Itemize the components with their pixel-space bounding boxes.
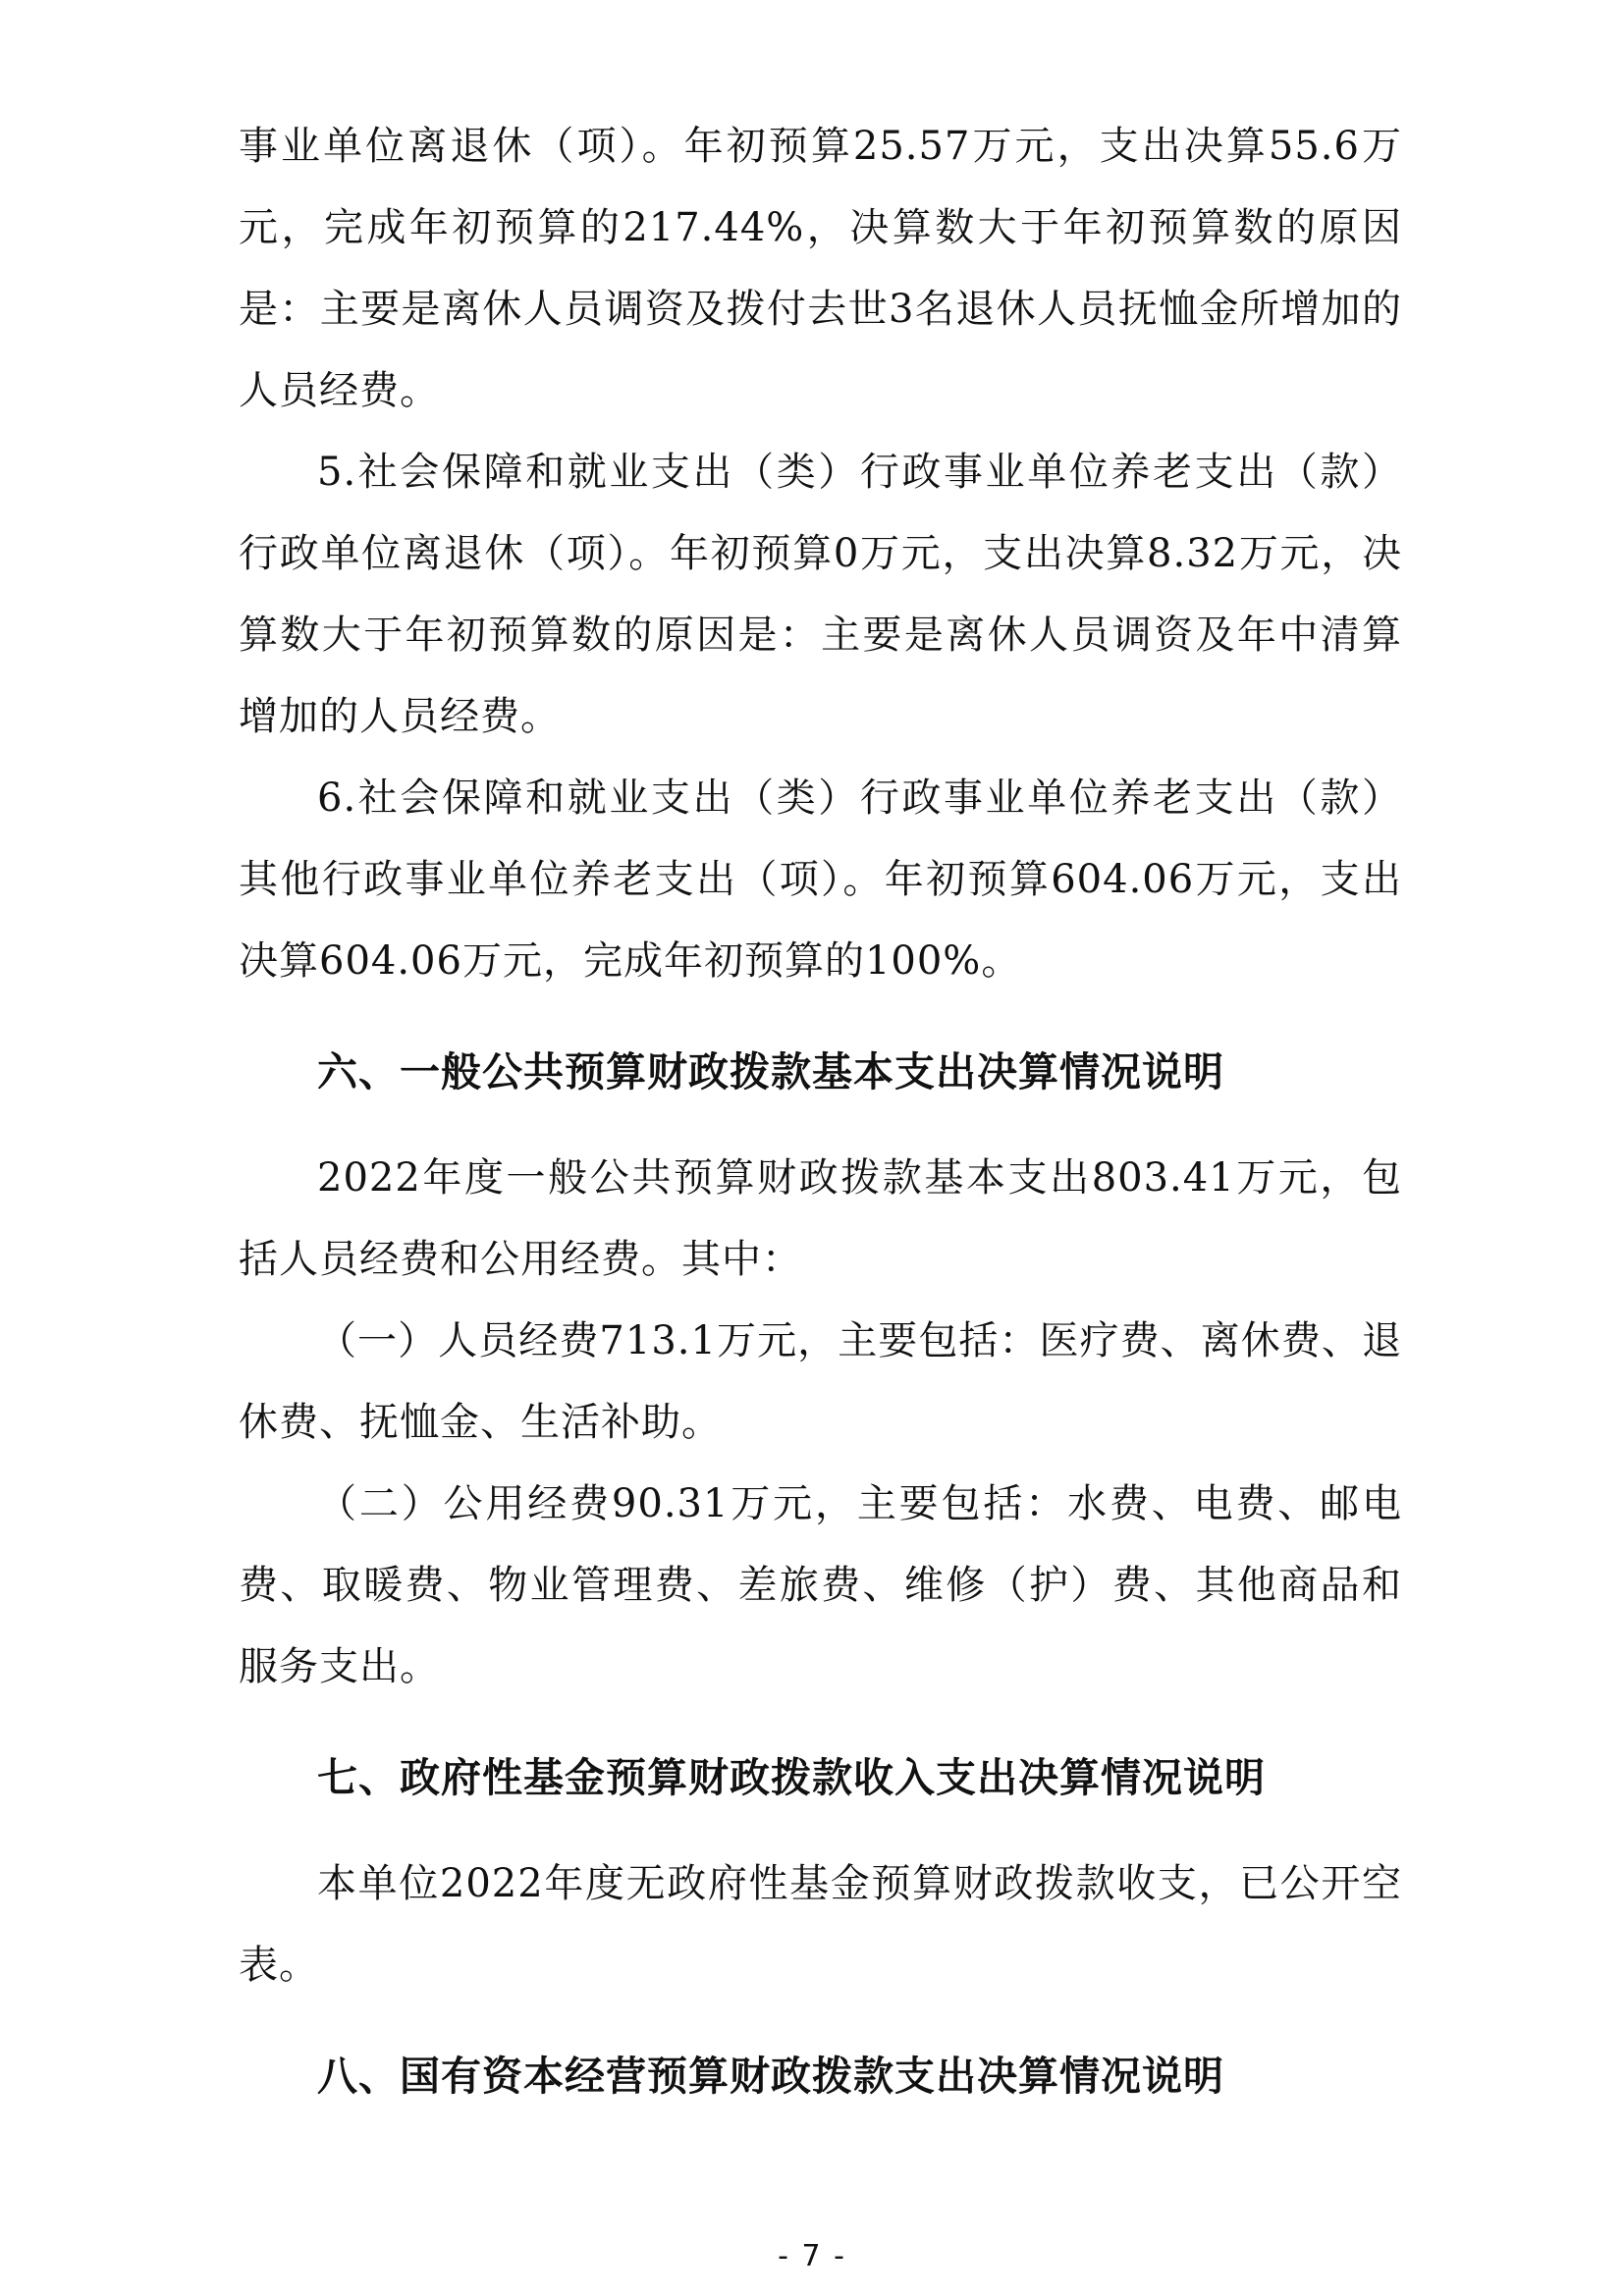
page-number: - 7 - (778, 2239, 846, 2273)
paragraph-item4-continued: 事业单位离退休（项）。年初预算25.57万元，支出决算55.6万元，完成年初预算的217.44%，决算数大于年初预算数的原因是：主要是离休人员调资及拨付去世3名退休人员抚恤金所增加的人员经费。 (239, 124, 1402, 413)
section6-paragraph-personnel: （一）人员经费713.1万元，主要包括：医疗费、离休费、退休费、抚恤金、生活补助。 (239, 1318, 1402, 1445)
spacer (239, 2006, 1402, 2036)
spacer (239, 1819, 1402, 1843)
section-heading-7: 七、政府性基金预算财政拨款收入支出决算情况说明 (317, 1754, 1266, 1801)
spacer (239, 1708, 1402, 1737)
spacer (239, 1002, 1402, 1032)
spacer (239, 1113, 1402, 1138)
section6-paragraph-intro: 2022年度一般公共预算财政拨款基本支出803.41万元，包括人员经费和公用经费。其中： (239, 1155, 1402, 1282)
paragraph-item5: 5.社会保障和就业支出（类）行政事业单位养老支出（款）行政单位离退休（项）。年初预算0万元，支出决算8.32万元，决算数大于年初预算数的原因是：主要是离休人员调资及年中清算增加的人员经费。 (239, 450, 1402, 739)
section-heading-6: 六、一般公共预算财政拨款基本支出决算情况说明 (317, 1048, 1224, 1095)
page-content (239, 106, 1402, 2117)
section-heading-8: 八、国有资本经营预算财政拨款支出决算情况说明 (317, 2053, 1224, 2100)
section6-paragraph-public: （二）公用经费90.31万元，主要包括：水费、电费、邮电费、取暖费、物业管理费、差旅费、维修（护）费、其他商品和服务支出。 (239, 1481, 1402, 1689)
paragraph-item6: 6.社会保障和就业支出（类）行政事业单位养老支出（款）其他行政事业单位养老支出（项）。年初预算604.06万元，支出决算604.06万元，完成年初预算的100%。 (239, 775, 1402, 984)
section7-paragraph: 本单位2022年度无政府性基金预算财政拨款收支，已公开空表。 (239, 1861, 1402, 1988)
